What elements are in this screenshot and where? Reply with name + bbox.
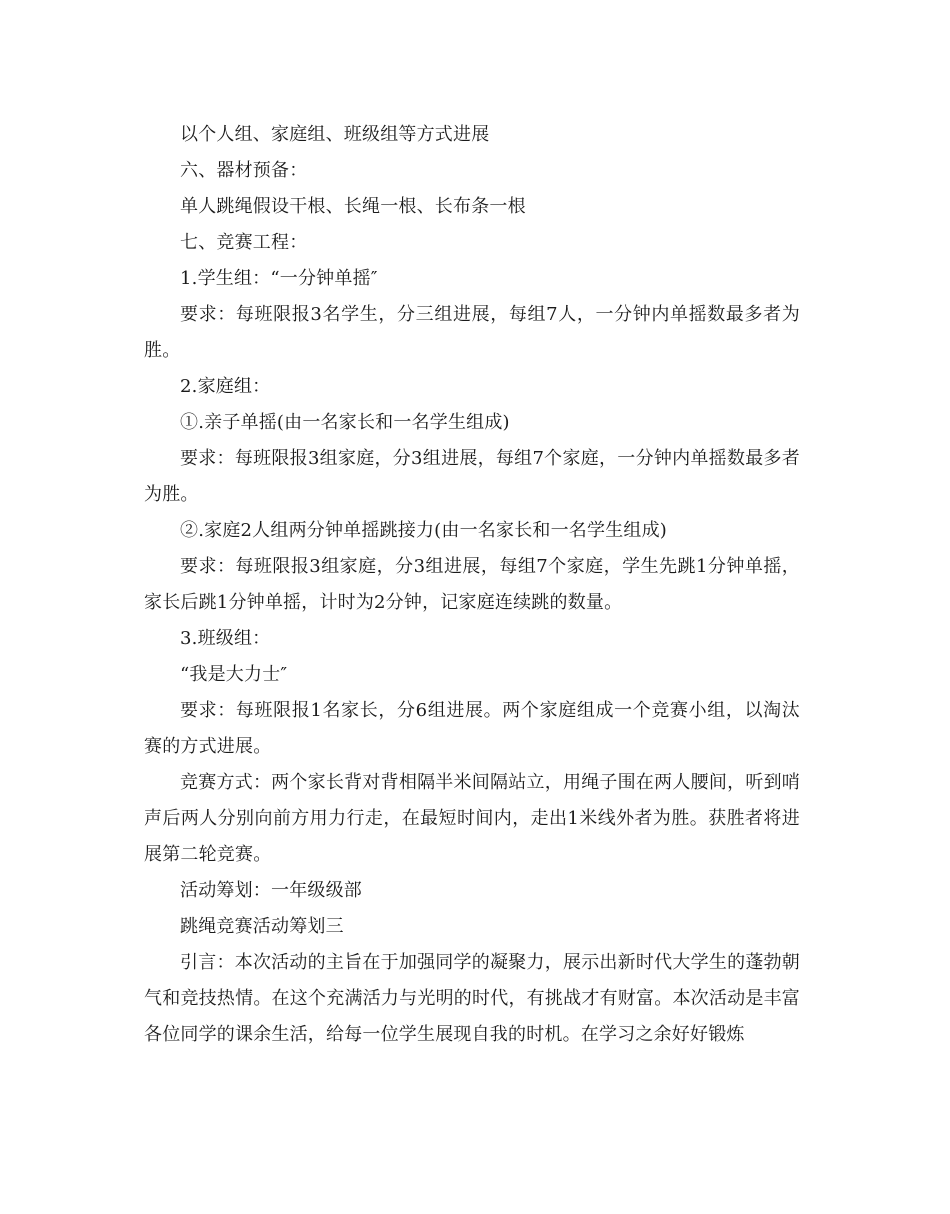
paragraph: 引言：本次活动的主旨在于加强同学的凝聚力，展示出新时代大学生的蓬勃朝气和竞技热情。在这个充满活力与光明的时代，有挑战才有财富。本次活动是丰富各位同学的课余生活，给每一位学生展现自我的时机。在学习之余好好锻炼 [144,952,800,1045]
paragraph: 要求：每班限报3组家庭，分3组进展，每组7个家庭，一分钟内单摇数最多者为胜。 [144,448,800,505]
paragraph: 要求：每班限报3名学生，分三组进展，每组7人，一分钟内单摇数最多者为胜。 [144,304,800,361]
paragraph: 竞赛方式：两个家长背对背相隔半米间隔站立，用绳子围在两人腰间，听到哨声后两人分别向前方用力行走，在最短时间内，走出1米线外者为胜。获胜者将进展第二轮竞赛。 [144,772,800,865]
item-heading: ②.家庭2人组两分钟单摇跳接力(由一名家长和一名学生组成) [180,520,668,541]
subsection-heading: 2.家庭组： [180,376,271,397]
paragraph: 要求：每班限报3组家庭，分3组进展，每组7个家庭，学生先跳1分钟单摇，家长后跳1分钟单摇，计时为2分钟，记家庭连续跳的数量。 [144,556,800,613]
section-heading: 七、竞赛工程： [180,232,308,253]
paragraph: 以个人组、家庭组、班级组等方式进展 [180,124,490,145]
subsection-heading: 3.班级组： [180,628,271,649]
document-body [144,117,800,1053]
section-heading: 六、器材预备： [180,160,308,181]
item-heading: “我是大力士″ [180,664,288,685]
item-heading: ①.亲子单摇(由一名家长和一名学生组成) [180,412,510,433]
paragraph: 单人跳绳假设干根、长绳一根、长布条一根 [180,196,526,217]
subsection-heading: 1.学生组：“一分钟单摇″ [180,268,378,289]
document-title: 跳绳竞赛活动筹划三 [180,916,344,937]
paragraph: 要求：每班限报1名家长，分6组进展。两个家庭组成一个竞赛小组，以淘汰赛的方式进展。 [144,700,800,757]
paragraph: 活动筹划：一年级级部 [180,880,362,901]
